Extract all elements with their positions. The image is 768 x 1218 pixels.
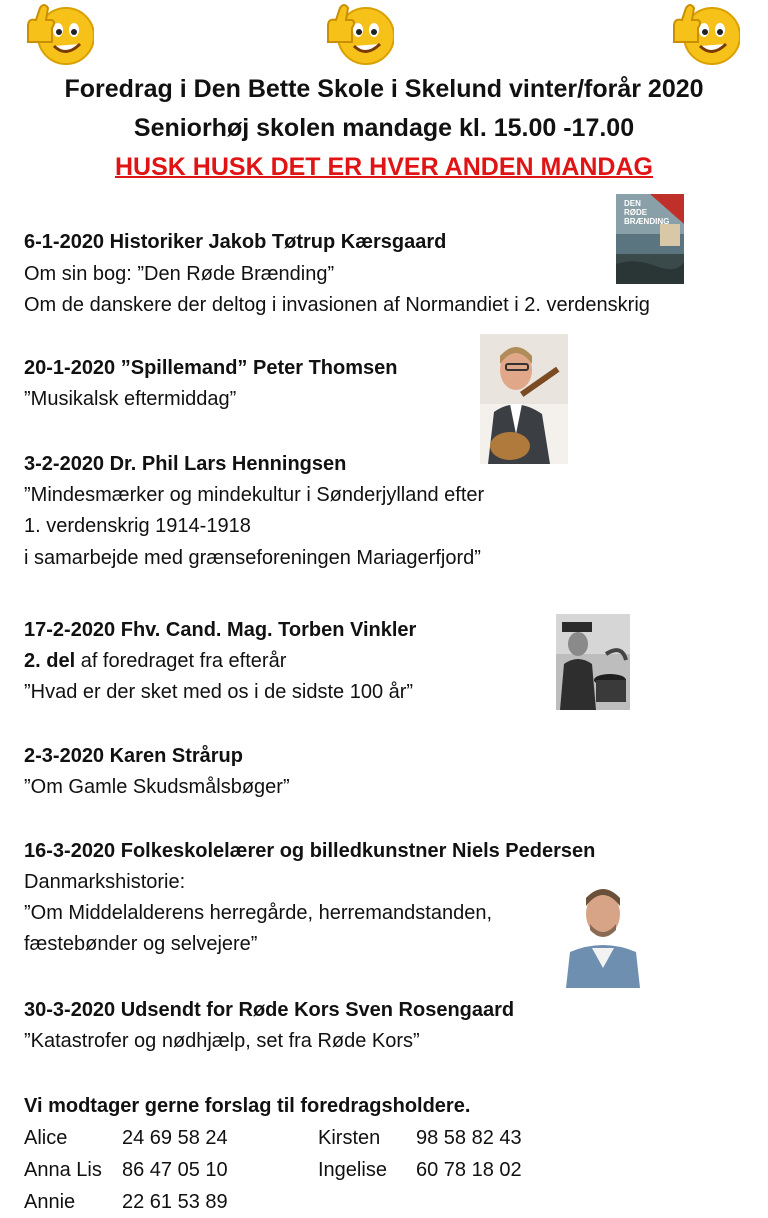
event-text: ”Om Gamle Skudsmålsbøger” xyxy=(24,776,290,798)
contact-phone: 24 69 58 24 xyxy=(122,1127,228,1149)
contact-name: Anna Lis xyxy=(24,1159,102,1181)
contact-name: Kirsten xyxy=(318,1127,381,1149)
event-text: i samarbejde med grænseforeningen Mariagerfjord” xyxy=(24,547,481,569)
reminder-text: HUSK HUSK DET ER HVER ANDEN MANDAG xyxy=(115,153,653,181)
book-title-line: RØDE xyxy=(624,208,648,217)
event-text: ”Mindesmærker og mindekultur i Sønderjylland efter xyxy=(24,484,485,506)
event-text: Danmarkshistorie: xyxy=(24,871,186,893)
event-text: fæstebønder og selvejere” xyxy=(24,933,258,955)
gramophone-photo xyxy=(556,614,630,710)
event-text: ”Om Middelalderens herregårde, herremandstanden, xyxy=(24,902,493,924)
guitarist-photo xyxy=(480,334,568,464)
event-heading: 6-1-2020 Historiker Jakob Tøtrup Kærsgaard xyxy=(24,231,447,253)
contact-name: Ingelise xyxy=(318,1159,387,1181)
suggestion-text: Vi modtager gerne forslag til foredragsholdere. xyxy=(24,1095,471,1117)
event-text: ”Katastrofer og nødhjælp, set fra Røde Kors” xyxy=(24,1030,420,1052)
book-cover-image xyxy=(616,194,684,284)
thumbs-up-smiley-icon xyxy=(322,2,394,68)
event-heading: 20-1-2020 ”Spillemand” Peter Thomsen xyxy=(24,357,398,379)
contact-name: Annie xyxy=(24,1191,76,1213)
contact-phone: 22 61 53 89 xyxy=(122,1191,228,1213)
event-text: 1. verdenskrig 1914-1918 xyxy=(24,515,251,537)
event-text: Om sin bog: ”Den Røde Brænding” xyxy=(24,263,335,285)
page-subtitle: Seniorhøj skolen mandage kl. 15.00 -17.00 xyxy=(133,114,635,142)
book-title-line: BRÆNDING xyxy=(624,217,670,226)
portrait-photo xyxy=(564,878,642,988)
contact-phone: 60 78 18 02 xyxy=(416,1159,522,1181)
event-heading: 3-2-2020 Dr. Phil Lars Henningsen xyxy=(24,453,347,475)
contact-row xyxy=(24,1154,522,1186)
contact-list xyxy=(24,1122,522,1218)
contact-phone: 98 58 82 43 xyxy=(416,1127,522,1149)
contact-phone: 86 47 05 10 xyxy=(122,1159,228,1181)
reminder-line xyxy=(0,150,768,184)
event-text xyxy=(24,647,286,675)
contact-row xyxy=(24,1122,522,1154)
thumbs-up-smiley-icon xyxy=(668,2,740,68)
contact-row xyxy=(24,1186,522,1218)
event-heading: 2-3-2020 Karen Strårup xyxy=(24,745,243,767)
event-heading: 17-2-2020 Fhv. Cand. Mag. Torben Vinkler xyxy=(24,619,417,641)
event-text: Om de danskere der deltog i invasionen af Normandiet i 2. verdenskrig xyxy=(24,294,650,316)
event-text: ”Hvad er der sket med os i de sidste 100 år” xyxy=(24,681,414,703)
contact-name: Alice xyxy=(24,1127,68,1149)
event-text-bold: 2. del xyxy=(24,650,76,672)
book-title-line: DEN xyxy=(624,199,641,208)
event-heading: 30-3-2020 Udsendt for Røde Kors Sven Rosengaard xyxy=(24,999,515,1021)
event-text: ”Musikalsk eftermiddag” xyxy=(24,388,237,410)
event-heading: 16-3-2020 Folkeskolelærer og billedkunstner Niels Pedersen xyxy=(24,840,596,862)
thumbs-up-smiley-icon xyxy=(22,2,94,68)
page-title: Foredrag i Den Bette Skole i Skelund vinter/forår 2020 xyxy=(64,75,704,103)
event-text-rest: af foredraget fra efterår xyxy=(75,650,287,672)
